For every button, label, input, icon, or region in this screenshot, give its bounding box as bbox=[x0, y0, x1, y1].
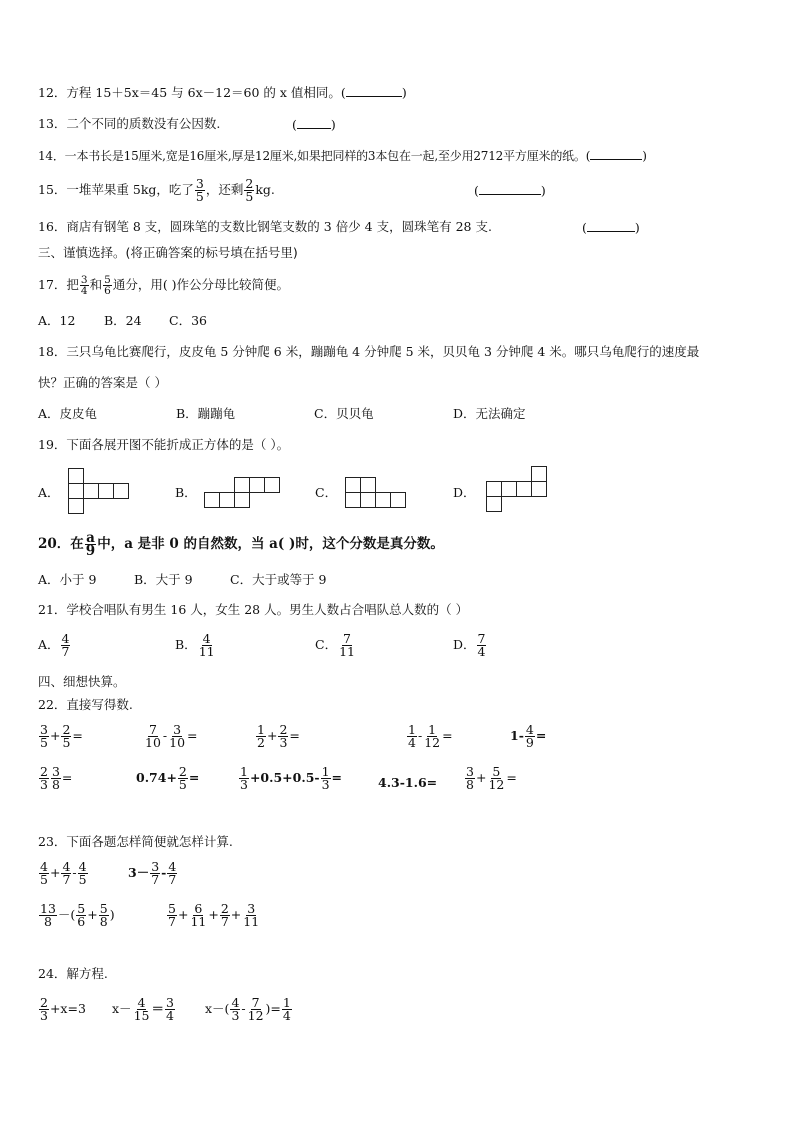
question-text: 商店有钢笔 8 支，圆珠笔的支数比钢笔支数的 3 倍少 4 支，圆珠笔有 28 支. bbox=[66, 219, 492, 234]
calc-3-minus-3-7-minus-4-7: 3－ $\frac{3}{7}$ - $\frac{4}{7}$ bbox=[128, 859, 177, 887]
question-24 bbox=[38, 966, 108, 982]
equation-2: x－ $\frac{4}{15}$ ＝ $\frac{3}{4}$ bbox=[112, 995, 174, 1023]
option-c[interactable]: C．36 bbox=[169, 313, 207, 328]
question-20: 20．在 $\frac{a}{9}$ 中，a 是非 0 的自然数，当 a( )时，这个分数是真分数。 bbox=[38, 530, 444, 559]
answer-bracket: ( ) bbox=[474, 183, 546, 198]
option-b-label[interactable]: B． bbox=[175, 485, 197, 500]
fraction-3-5: $\frac{3}{5}$ bbox=[195, 176, 204, 204]
equation-1: $\frac{2}{3}$ +x=3 bbox=[40, 995, 86, 1023]
question-17: 17．把 $\frac{3}{4}$ 和 $\frac{5}{6}$ 通分，用( )作公分母比较简便。 bbox=[38, 274, 290, 297]
question-number: 19． bbox=[38, 437, 67, 452]
question-text: 三只乌龟比赛爬行，皮皮龟 5 分钟爬 6 米，蹦蹦龟 4 分钟爬 5 米，贝贝龟 3 分钟爬 4 米。哪只乌龟爬行的速度最 bbox=[66, 344, 700, 359]
question-13 bbox=[38, 116, 220, 132]
option-b[interactable]: B． $\frac{4}{11}$ bbox=[175, 631, 215, 659]
answer-blank[interactable] bbox=[587, 219, 635, 232]
calc-4-5-plus-4-7-minus-4-5: $\frac{4}{5}$ + $\frac{4}{7}$ - $\frac{4}{5}$ bbox=[40, 859, 87, 887]
option-c-label[interactable]: C． bbox=[315, 485, 338, 500]
answer-bracket: ( ) bbox=[292, 117, 336, 132]
answer-blank[interactable] bbox=[479, 182, 541, 195]
fraction-3-4: $\frac{3}{4}$ bbox=[80, 274, 88, 297]
question-18-line2: 快？正确的答案是（ ） bbox=[38, 375, 167, 390]
option-a[interactable]: A．小于 9 bbox=[38, 572, 97, 587]
question-number: 24． bbox=[38, 966, 67, 981]
calc-0.74-plus-2-5: 0.74+ $\frac{2}{5}$ = bbox=[136, 764, 200, 792]
question-number: 20． bbox=[38, 536, 71, 552]
question-text: 一本书长是15厘米,宽是16厘米,厚是12厘米,如果把同样的3本包在一起,至少用2712平方厘米的纸。( bbox=[64, 149, 591, 163]
option-c[interactable]: C． $\frac{7}{11}$ bbox=[315, 631, 355, 659]
option-c[interactable]: C．大于或等于 9 bbox=[230, 572, 327, 587]
fraction-a-9: $\frac{a}{9}$ bbox=[85, 530, 96, 559]
option-b[interactable]: B．大于 9 bbox=[134, 572, 193, 587]
question-number: 13． bbox=[38, 116, 67, 131]
fraction-2-5: $\frac{2}{5}$ bbox=[245, 176, 254, 204]
answer-blank[interactable] bbox=[297, 116, 331, 129]
calc-2-3-times-3-8: $\frac{2}{3}$ $\frac{3}{8}$ = bbox=[40, 764, 73, 792]
calc-1-3-plus-0.5: $\frac{1}{3}$ +0.5+0.5- $\frac{1}{3}$ = bbox=[240, 764, 343, 792]
question-number: 14． bbox=[38, 149, 65, 163]
question-number: 15． bbox=[38, 182, 67, 197]
section-4-heading: 四、细想快算。 bbox=[38, 674, 126, 689]
question-number: 16． bbox=[38, 219, 67, 234]
question-21 bbox=[38, 602, 468, 618]
question-text: 下面各题怎样简便就怎样计算. bbox=[66, 834, 233, 849]
question-text: 下面各展开图不能折成正方体的是（ ）。 bbox=[66, 437, 290, 452]
option-d[interactable]: D．无法确定 bbox=[453, 406, 526, 421]
question-text: 二个不同的质数没有公因数. bbox=[66, 116, 221, 131]
calc-1-minus-4-9: 1- $\frac{4}{9}$ = bbox=[510, 722, 547, 750]
calc-7-10-minus-3-10: $\frac{7}{10}$ - $\frac{3}{10}$ = bbox=[145, 722, 198, 750]
question-text: 方程 15＋5x＝45 与 6x－12＝60 的 x 值相同。( bbox=[66, 85, 346, 100]
fraction-5-6: $\frac{5}{6}$ bbox=[104, 274, 111, 297]
question-text: 学校合唱队有男生 16 人，女生 28 人。男生人数占合唱队总人数的（ ） bbox=[66, 602, 469, 617]
question-23 bbox=[38, 834, 233, 850]
question-22 bbox=[38, 697, 133, 713]
calc-3-8-plus-5-12: $\frac{3}{8}$ + $\frac{5}{12}$ = bbox=[466, 764, 517, 792]
question-18 bbox=[38, 344, 699, 360]
question-number: 21． bbox=[38, 602, 67, 617]
calc-5-7-plus-6-11-plus-2-7-plus-3-11: $\frac{5}{7}$ + $\frac{6}{11}$ + $\frac{2}{7}$ + $\frac{3}{11}$ bbox=[168, 901, 260, 929]
answer-bracket: ( ) bbox=[582, 220, 640, 235]
question-14: 14．一本书长是15厘米,宽是16厘米,厚是12厘米,如果把同样的3本包在一起,至少用2712平方厘米的纸。( ) bbox=[38, 149, 647, 163]
option-a[interactable]: A． $\frac{4}{7}$ bbox=[38, 631, 70, 659]
option-b[interactable]: B．24 bbox=[104, 313, 142, 328]
calc-1-2-plus-2-3: $\frac{1}{2}$ + $\frac{2}{3}$ = bbox=[257, 722, 300, 750]
answer-blank[interactable] bbox=[346, 84, 402, 97]
question-text: 直接写得数. bbox=[66, 697, 133, 712]
question-number: 12． bbox=[38, 85, 67, 100]
question-12: 12．方程 15＋5x＝45 与 6x－12＝60 的 x 值相同。( ) bbox=[38, 85, 407, 100]
option-d-label[interactable]: D． bbox=[453, 485, 476, 500]
question-text: 解方程. bbox=[66, 966, 108, 981]
equation-3: x－( $\frac{4}{3}$ - $\frac{7}{12}$ )= $\frac{1}{4}$ bbox=[205, 995, 291, 1023]
option-a[interactable]: A．12 bbox=[38, 313, 76, 328]
question-19 bbox=[38, 437, 289, 453]
question-number: 18． bbox=[38, 344, 67, 359]
answer-blank[interactable] bbox=[590, 147, 642, 160]
option-b[interactable]: B．蹦蹦龟 bbox=[176, 406, 236, 421]
calc-3-5-plus-2-5: $\frac{3}{5}$ + $\frac{2}{5}$ = bbox=[40, 722, 83, 750]
question-number: 17． bbox=[38, 277, 67, 292]
question-number: 23． bbox=[38, 834, 67, 849]
section-3-heading: 三、谨慎选择。(将正确答案的标号填在括号里) bbox=[38, 245, 298, 260]
option-a[interactable]: A．皮皮龟 bbox=[38, 406, 98, 421]
calc-13-8-minus-sum: $\frac{13}{8}$ －( $\frac{5}{6}$ + $\frac{5}{8}$ ) bbox=[40, 901, 115, 929]
question-16 bbox=[38, 219, 492, 235]
calc-4.3-minus-1.6: 4.3-1.6= bbox=[378, 775, 438, 790]
question-number: 22． bbox=[38, 697, 67, 712]
option-a-label[interactable]: A． bbox=[38, 485, 60, 500]
calc-1-4-minus-1-12: $\frac{1}{4}$ - $\frac{1}{12}$ = bbox=[408, 722, 453, 750]
option-c[interactable]: C．贝贝龟 bbox=[314, 406, 374, 421]
option-d[interactable]: D． $\frac{7}{4}$ bbox=[453, 631, 486, 659]
question-15: 15．一堆苹果重 5kg，吃了 $\frac{3}{5}$ ，还剩 $\frac{2}{5}$ kg. bbox=[38, 176, 275, 204]
